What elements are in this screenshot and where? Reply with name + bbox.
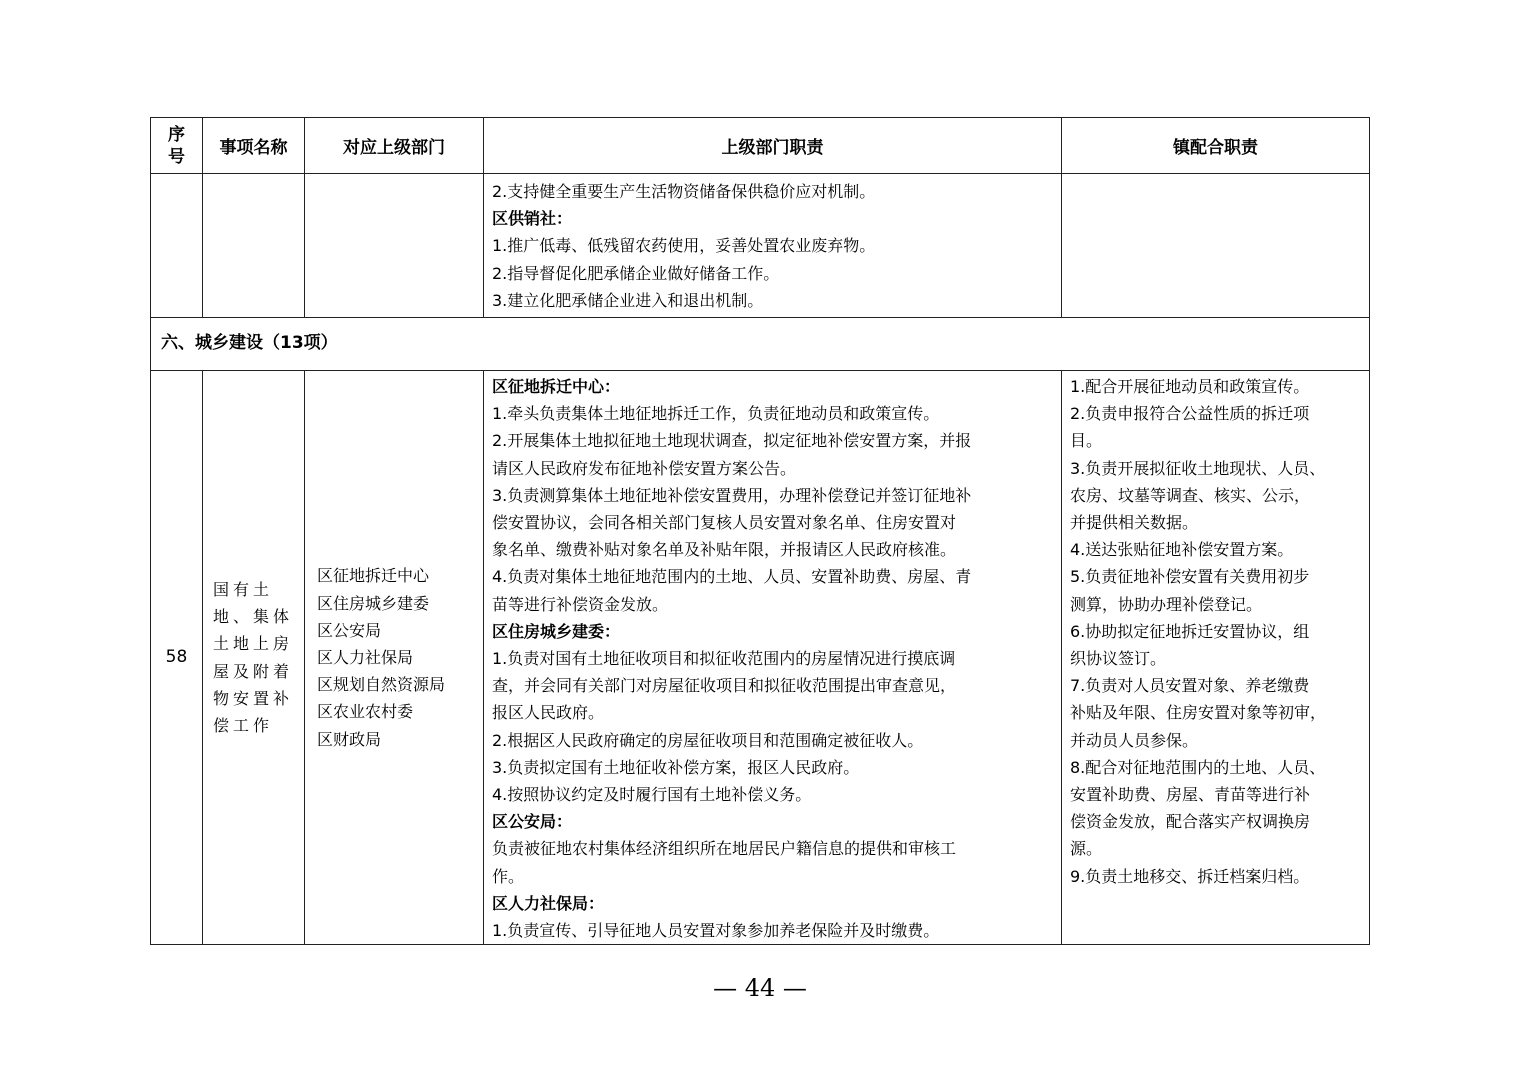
duties-table xyxy=(150,117,1370,945)
table-header-row xyxy=(151,118,1370,174)
cell-dept xyxy=(305,174,484,318)
department-item: 区农业农村委 xyxy=(317,702,414,722)
town-duty-line: 1.配合开展征地动员和政策宣传。 xyxy=(1070,377,1310,396)
item-name-line: 国有土 xyxy=(213,580,274,600)
town-duty-line: 8.配合对征地范围内的土地、人员、 xyxy=(1070,757,1326,777)
town-duty-line: 目。 xyxy=(1070,431,1103,451)
duty-line: 2.开展集体土地拟征地土地现状调查，拟定征地补偿安置方案，并报 xyxy=(492,431,972,451)
town-duty-lines xyxy=(1070,373,1363,890)
cell-town-duty xyxy=(1062,174,1370,318)
town-duty-line: 农房、坟墓等调查、核实、公示， xyxy=(1070,485,1311,505)
duty-line: 2.支持健全重要生产生活物资储备保供稳价应对机制。 xyxy=(492,182,876,201)
department-item: 区公安局 xyxy=(317,620,382,640)
duty-line: 1.负责对国有土地征收项目和拟征收范围内的房屋情况进行摸底调 xyxy=(492,649,956,669)
duty-line: 3.建立化肥承储企业进入和退出机制。 xyxy=(492,290,764,310)
header-seq-line: 序 xyxy=(168,124,185,145)
cell-seq xyxy=(151,174,203,318)
department-heading: 区征地拆迁中心： xyxy=(492,377,621,396)
duty-line: 偿安置协议，会同各相关部门复核人员安置对象名单、住房安置对 xyxy=(492,513,957,533)
town-duty-line: 6.协助拟定征地拆迁安置协议，组 xyxy=(1070,621,1310,641)
town-duty-line: 5.负责征地补偿安置有关费用初步 xyxy=(1070,567,1310,587)
item-name-line: 物安置补 xyxy=(213,688,294,708)
duty-line: 4.负责对集体土地征地范围内的土地、人员、安置补助费、房屋、青 xyxy=(492,567,972,587)
duty-line: 象名单、缴费补贴对象名单及补贴年限，并报请区人民政府核准。 xyxy=(492,540,957,560)
cell-name xyxy=(203,174,305,318)
duty-line: 作。 xyxy=(492,866,525,886)
department-heading: 区公安局： xyxy=(492,812,573,832)
item-name xyxy=(203,371,305,945)
duty-line: 3.负责测算集体土地征地补偿安置费用，办理补偿登记并签订征地补 xyxy=(492,485,972,505)
item-name-line: 偿工作 xyxy=(213,716,274,736)
duty-lines xyxy=(492,373,1055,944)
section-row xyxy=(151,318,1370,371)
town-duty-line: 补贴及年限、住房安置对象等初审， xyxy=(1070,703,1327,723)
town-duty-line: 7.负责对人员安置对象、养老缴费 xyxy=(1070,676,1310,696)
header-item-name: 事项名称 xyxy=(203,118,305,174)
department-item: 区财政局 xyxy=(317,729,382,749)
cell-duty xyxy=(484,174,1062,318)
item-name-line: 地、集体 xyxy=(213,607,294,627)
department-heading: 区住房城乡建委： xyxy=(492,621,621,641)
duty-line: 2.根据区人民政府确定的房屋征收项目和范围确定被征收人。 xyxy=(492,730,924,750)
duty-line: 负责被征地农村集体经济组织所在地居民户籍信息的提供和审核工 xyxy=(492,839,957,859)
department-item: 区征地拆迁中心 xyxy=(317,566,430,586)
department-heading: 区供销社： xyxy=(492,209,573,229)
header-town-duty: 镇配合职责 xyxy=(1062,118,1370,174)
table-row-continued xyxy=(151,174,1370,318)
item-name-lines xyxy=(213,576,296,739)
duty-line: 2.指导督促化肥承储企业做好储备工作。 xyxy=(492,263,780,283)
duty-lines xyxy=(492,178,1055,314)
duty-line: 1.负责宣传、引导征地人员安置对象参加养老保险并及时缴费。 xyxy=(492,921,940,941)
department-lines xyxy=(317,562,477,752)
town-duty-line: 偿资金发放，配合落实产权调换房 xyxy=(1070,812,1311,832)
page-number: — 44 — xyxy=(713,974,807,1002)
header-duty: 上级部门职责 xyxy=(484,118,1062,174)
town-duty-line: 2.负责申报符合公益性质的拆迁项 xyxy=(1070,404,1310,424)
town-duty-list xyxy=(1062,371,1370,945)
town-duty-line: 9.负责土地移交、拆迁档案归档。 xyxy=(1070,866,1310,886)
duty-list xyxy=(484,371,1062,945)
department-list xyxy=(305,371,484,945)
row-number: 58 xyxy=(151,371,203,945)
town-duty-line: 织协议签订。 xyxy=(1070,649,1167,669)
header-seq xyxy=(151,118,203,174)
duty-line: 苗等进行补偿资金发放。 xyxy=(492,594,669,614)
department-item: 区规划自然资源局 xyxy=(317,675,446,695)
table-row xyxy=(151,371,1370,945)
item-name-line: 屋及附着 xyxy=(213,661,294,681)
town-duty-line: 安置补助费、房屋、青苗等进行补 xyxy=(1070,785,1311,805)
duty-line: 4.按照协议约定及时履行国有土地补偿义务。 xyxy=(492,785,812,805)
duty-line: 1.推广低毒、低残留农药使用，妥善处置农业废弃物。 xyxy=(492,236,876,256)
town-duty-line: 4.送达张贴征地补偿安置方案。 xyxy=(1070,540,1294,560)
town-duty-line: 并动员人员参保。 xyxy=(1070,730,1199,750)
header-seq-line: 号 xyxy=(168,146,185,167)
duty-line: 报区人民政府。 xyxy=(492,703,605,723)
department-item: 区人力社保局 xyxy=(317,648,414,668)
town-duty-line: 源。 xyxy=(1070,839,1103,859)
duty-line: 3.负责拟定国有土地征收补偿方案，报区人民政府。 xyxy=(492,757,860,777)
town-duty-line: 并提供相关数据。 xyxy=(1070,513,1199,533)
header-department: 对应上级部门 xyxy=(305,118,484,174)
duty-line: 1.牵头负责集体土地征地拆迁工作，负责征地动员和政策宣传。 xyxy=(492,404,940,424)
department-heading: 区人力社保局： xyxy=(492,893,605,913)
item-name-line: 土地上房 xyxy=(213,634,294,654)
duty-line: 请区人民政府发布征地补偿安置方案公告。 xyxy=(492,458,797,478)
duty-line: 查，并会同有关部门对房屋征收项目和拟征收范围提出审查意见， xyxy=(492,676,957,696)
town-duty-line: 测算，协助办理补偿登记。 xyxy=(1070,594,1263,614)
department-item: 区住房城乡建委 xyxy=(317,593,430,613)
town-duty-line: 3.负责开展拟征收土地现状、人员、 xyxy=(1070,458,1326,478)
section-title: 六、城乡建设（13项） xyxy=(151,318,1370,371)
